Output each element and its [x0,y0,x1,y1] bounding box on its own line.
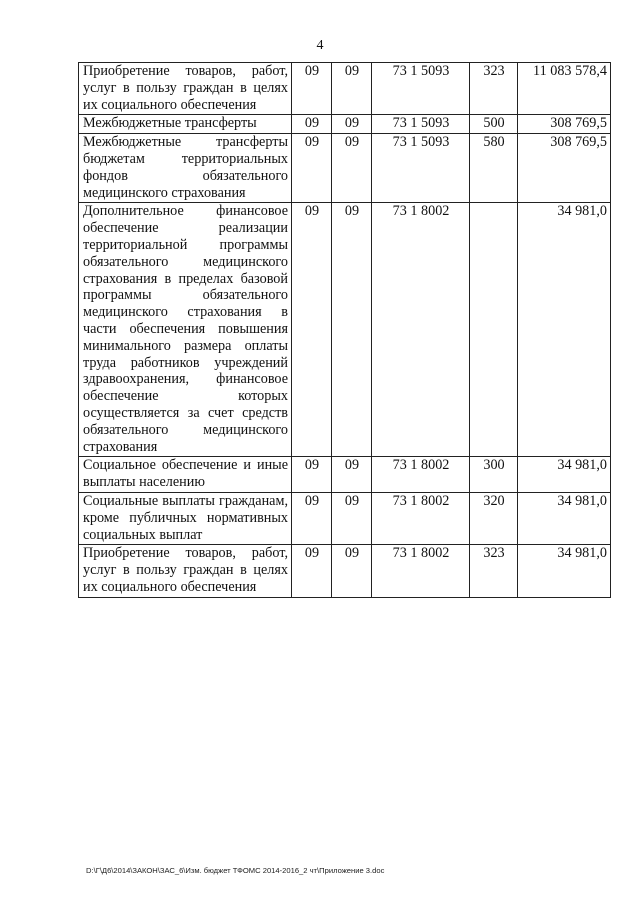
row-target-article: 73 1 8002 [372,203,470,457]
table-row [79,203,611,457]
row-target-article: 73 1 5093 [372,134,470,203]
row-sum: 34 981,0 [518,492,611,544]
row-subsection: 09 [332,115,372,134]
row-name: Межбюджетные трансферты бюджетам территориальных фондов обязательного медицинского страхования [79,134,292,203]
row-sum: 34 981,0 [518,457,611,493]
row-expense-type: 320 [470,492,518,544]
row-name: Дополнительное финансовое обеспечение реализации территориальной программы обязательного медицинского страхования в пределах базовой программы обязательного медицинского страхования в части обеспечения повышения минимального размера оплаты труда работников учреждений здравоохранения, финансовое обеспечение которых осуществляется за счет средств обязательного медицинского страхования [79,203,292,457]
row-name: Межбюджетные трансферты [79,115,292,134]
row-expense-type: 580 [470,134,518,203]
row-target-article: 73 1 8002 [372,545,470,597]
row-name: Приобретение товаров, работ, услуг в пользу граждан в целях их социального обеспечения [79,545,292,597]
table-row [79,492,611,544]
row-sum: 34 981,0 [518,203,611,457]
row-section: 09 [292,203,332,457]
row-subsection: 09 [332,457,372,493]
budget-table [78,62,611,598]
table-row [79,457,611,493]
row-name: Социальное обеспечение и иные выплаты населению [79,457,292,493]
page-number: 4 [316,38,324,53]
row-target-article: 73 1 8002 [372,492,470,544]
row-section: 09 [292,457,332,493]
row-target-article: 73 1 5093 [372,63,470,115]
row-subsection: 09 [332,203,372,457]
row-expense-type [470,203,518,457]
table-row [79,115,611,134]
table-row [79,545,611,597]
row-section: 09 [292,63,332,115]
row-expense-type: 300 [470,457,518,493]
row-sum: 308 769,5 [518,115,611,134]
row-target-article: 73 1 5093 [372,115,470,134]
row-subsection: 09 [332,545,372,597]
row-expense-type: 323 [470,63,518,115]
row-sum: 308 769,5 [518,134,611,203]
row-subsection: 09 [332,63,372,115]
row-section: 09 [292,115,332,134]
row-section: 09 [292,492,332,544]
row-expense-type: 323 [470,545,518,597]
row-sum: 34 981,0 [518,545,611,597]
document-file-path: D:\Г\Д6\2014\ЗАКОН\ЗАС_6\Изм. бюджет ТФОМС 2014-2016_2 чт\Приложение 3.doc [86,866,385,875]
row-section: 09 [292,134,332,203]
row-sum: 11 083 578,4 [518,63,611,115]
row-name: Приобретение товаров, работ, услуг в пользу граждан в целях их социального обеспечения [79,63,292,115]
row-subsection: 09 [332,492,372,544]
row-section: 09 [292,545,332,597]
row-target-article: 73 1 8002 [372,457,470,493]
row-subsection: 09 [332,134,372,203]
table-row [79,134,611,203]
table-row [79,63,611,115]
row-name: Социальные выплаты гражданам, кроме публичных нормативных социальных выплат [79,492,292,544]
row-expense-type: 500 [470,115,518,134]
